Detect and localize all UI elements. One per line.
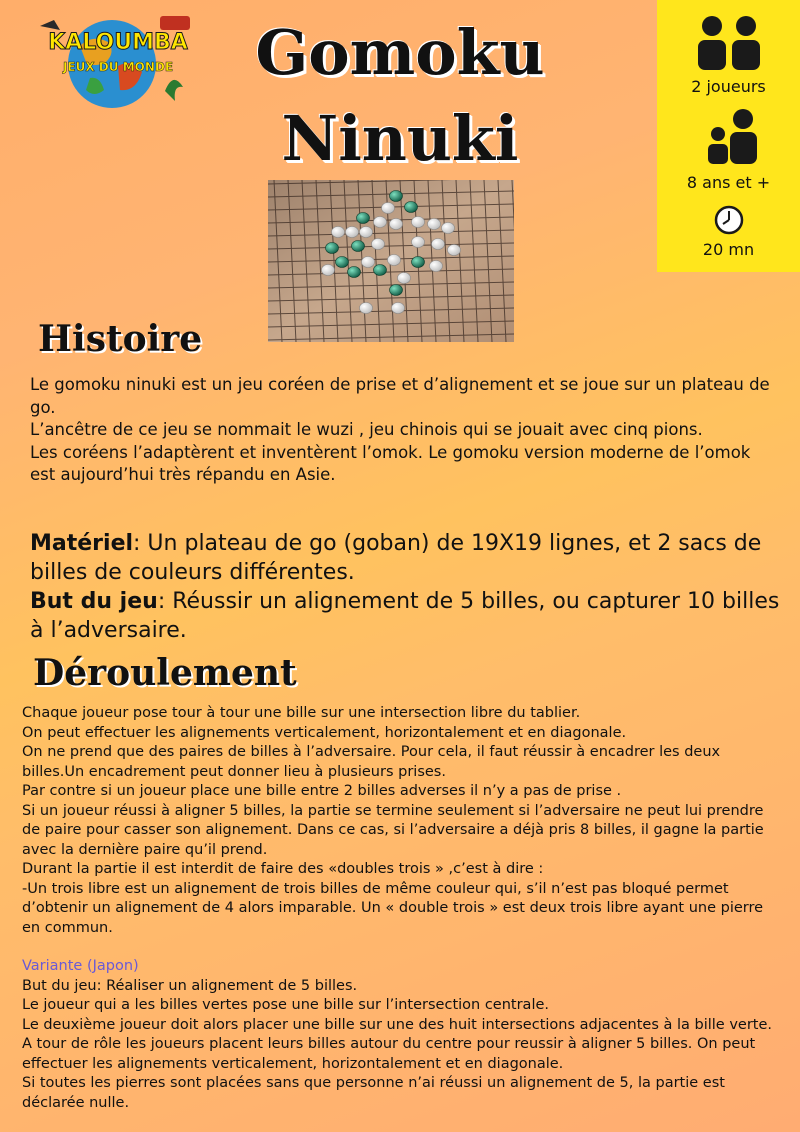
rule-line: On peut effectuer les alignements verticalement, horizontalement et en diagonale. xyxy=(22,724,627,741)
green-stone xyxy=(390,191,403,202)
green-stone xyxy=(374,265,387,276)
histoire-paragraph: Le gomoku ninuki est un jeu coréen de prise et d’alignement et se joue sur un plateau de go. xyxy=(30,375,770,417)
variante-line: Si toutes les pierres sont placées sans que personne n’ai réussi un alignement de 5, la partie est déclarée nulle. xyxy=(22,1075,725,1111)
white-stone xyxy=(346,227,359,238)
white-stone xyxy=(428,219,441,230)
white-stone xyxy=(388,255,401,266)
histoire-text xyxy=(30,374,770,487)
green-stone xyxy=(348,267,361,278)
histoire-paragraph: L’ancêtre de ce jeu se nommait le wuzi , jeu chinois qui se jouait avec cinq pions. xyxy=(30,420,703,439)
info-box xyxy=(657,0,800,272)
rule-line: Chaque joueur pose tour à tour une bille sur une intersection libre du tablier. xyxy=(22,705,581,721)
green-stone xyxy=(405,202,418,213)
title-line-2: Ninuki xyxy=(281,102,519,175)
deroulement-text xyxy=(22,704,782,1113)
histoire-heading: Histoire xyxy=(38,318,203,360)
rule-line: On ne prend que des paires de billes à l’adversaire. Pour cela, il faut réussir à encadrer les deux billes.Un encadrement peut donner lieu à plusieurs prises. xyxy=(22,744,721,780)
variante-line: Le deuxième joueur doit alors placer une bille sur une des huit intersections adjacentes à la bille verte. xyxy=(22,1016,773,1033)
white-stone xyxy=(374,217,387,228)
clock-icon xyxy=(714,205,744,235)
white-stone xyxy=(322,265,335,276)
white-stone xyxy=(360,303,373,314)
white-stone xyxy=(382,203,395,214)
rule-line: Durant la partie il est interdit de faire des «doubles trois » ,c’est à dire : xyxy=(22,861,544,877)
logo-name: KALOUMBA xyxy=(48,30,188,55)
rule-line: Par contre si un joueur place une bille entre 2 billes adverses il n’y a pas de prise . xyxy=(22,783,622,799)
duration: 20 mn xyxy=(702,240,755,259)
green-stone xyxy=(357,213,370,224)
but-label: But du jeu xyxy=(30,589,158,614)
white-stone xyxy=(412,217,425,228)
rule-line: Si un joueur réussi à aligner 5 billes, la partie se termine seulement si l’adversaire ne peut lui prendre de paire pour casser son alignement. Dans ce cas, si l’adversaire a déjà pris 8 billes, il gagne la partie avec la dernière paire qu’il prend. xyxy=(22,802,764,858)
materiel-label: Matériel xyxy=(30,531,134,556)
title-line-1: Gomoku xyxy=(255,16,545,89)
materiel-block xyxy=(30,529,780,645)
white-stone xyxy=(362,257,375,268)
deroulement-heading: Déroulement xyxy=(33,652,297,694)
histoire-paragraph: Les coréens l’adaptèrent et inventèrent l’omok. Le gomoku version moderne de l’omok est aujourd’hui très répandu en Asie. xyxy=(30,442,751,484)
green-stone xyxy=(326,243,339,254)
white-stone xyxy=(412,237,425,248)
logo-tagline: JEUX DU MONDE xyxy=(62,60,174,74)
logo xyxy=(20,6,210,116)
white-stone xyxy=(372,239,385,250)
green-stone xyxy=(390,285,403,296)
age-icon xyxy=(707,108,759,166)
white-stone xyxy=(390,219,403,230)
white-stone xyxy=(332,227,345,238)
green-stone xyxy=(412,257,425,268)
materiel-line xyxy=(30,529,780,587)
green-stone xyxy=(336,257,349,268)
variante-heading: Variante (Japon) xyxy=(22,958,139,974)
white-stone xyxy=(430,261,443,272)
materiel-text: : Un plateau de go (goban) de 19X19 lignes, et 2 sacs de billes de couleurs différentes. xyxy=(30,531,762,585)
white-stone xyxy=(448,245,461,256)
board-photo xyxy=(268,180,514,342)
variante-line: Le joueur qui a les billes vertes pose une bille sur l’intersection centrale. xyxy=(22,997,550,1013)
but-text: : Réussir un alignement de 5 billes, ou capturer 10 billes à l’adversaire. xyxy=(30,589,780,643)
white-stone xyxy=(398,273,411,284)
variante-line: But du jeu: Réaliser un alignement de 5 billes. xyxy=(22,977,358,994)
variante-line: A tour de rôle les joueurs placent leurs billes autour du centre pour reussir à aligner 5 billes. On peut effectuer les alignements verticalement, horizontalement et en diagonale. xyxy=(22,1036,756,1072)
players-count: 2 joueurs xyxy=(691,77,766,96)
two-players-icon xyxy=(695,14,763,72)
but-line xyxy=(30,587,780,645)
rule-line: -Un trois libre est un alignement de trois billes de même couleur qui, s’il n’est pas bloqué permet d’obtenir un alignement de 4 alors imparable. Un « double trois » est deux trois libre ayant une pierre en commun. xyxy=(22,880,764,936)
white-stone xyxy=(432,239,445,250)
green-stone xyxy=(352,241,365,252)
white-stone xyxy=(392,303,405,314)
white-stone xyxy=(442,223,455,234)
age-range: 8 ans et + xyxy=(686,173,771,192)
white-stone xyxy=(360,227,373,238)
